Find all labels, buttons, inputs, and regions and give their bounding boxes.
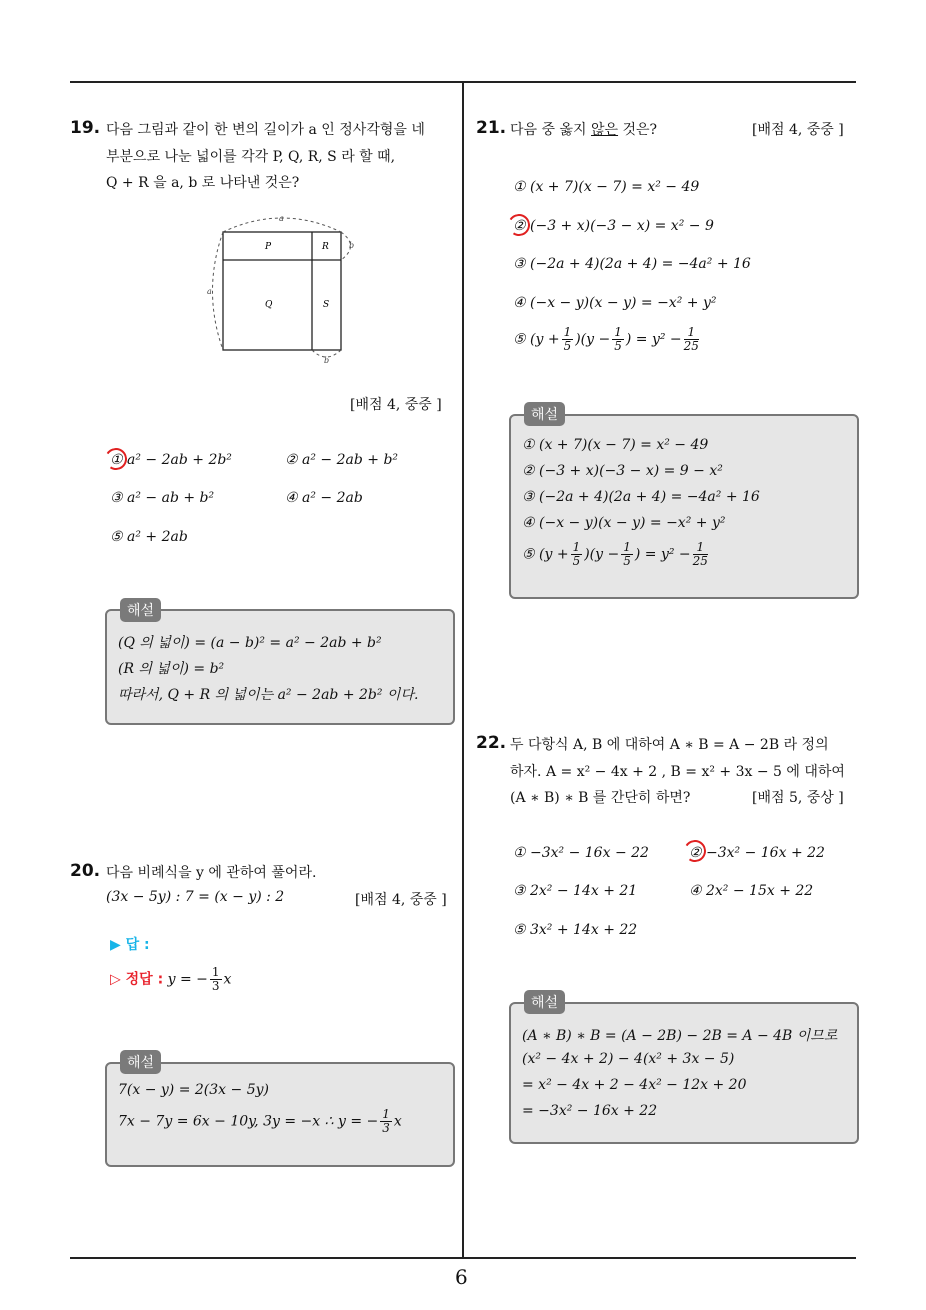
q22-solution-line3: = x² − 4x + 2 − 4x² − 12x + 20 (522, 1077, 747, 1093)
q19-text-line3: Q + R 을 a, b 로 나타낸 것은? (106, 175, 300, 191)
q20-correct-answer (110, 966, 231, 993)
q19-option-3: ③ a² − ab + b² (110, 490, 215, 506)
q21-option-1: ① (x + 7)(x − 7) = x² − 49 (513, 179, 700, 195)
q22-option-5: ⑤ 3x² + 14x + 22 (513, 922, 638, 938)
q21-solution-line3: ③ (−2a + 4)(2a + 4) = −4a² + 16 (522, 489, 760, 505)
bottom-rule (70, 1257, 856, 1259)
q19-solution-line2: (R 의 넓이) = b² (118, 661, 225, 677)
q22-text-line1: 두 다항식 A, B 에 대하여 A ∗ B = A − 2B 라 정의 (510, 737, 829, 753)
fig-label-S: S (323, 300, 330, 310)
q19-text-line1: 다음 그림과 같이 한 변의 길이가 a 인 정사각형을 네 (106, 122, 425, 138)
q20-solution-fraction: $\frac{1}{3}$ (382, 1107, 390, 1135)
q20-solution-tag: 해설 (120, 1050, 161, 1074)
q20-correct-lhs: y = − (167, 971, 208, 988)
q22-solution-box (509, 1002, 859, 1144)
q22-option-1: ① −3x² − 16x − 22 (513, 845, 649, 861)
q21-solution-tag: 해설 (524, 402, 565, 426)
q22-text-line3: (A ∗ B) ∗ B 를 간단히 하면? (510, 790, 691, 806)
q19-solution-line3: 따라서, Q + R 의 넓이는 a² − 2ab + 2b² 이다. (118, 687, 419, 703)
q19-option-5: ⑤ a² + 2ab (110, 529, 188, 545)
fig-label-b-right: b (349, 241, 355, 250)
q20-text-line1: 다음 비례식을 y 에 관하여 풀어라. (106, 865, 317, 881)
q19-option-4: ④ a² − 2ab (285, 490, 363, 506)
q19-option-2: ② a² − 2ab + b² (285, 452, 399, 468)
q21-option-3: ③ (−2a + 4)(2a + 4) = −4a² + 16 (513, 256, 751, 272)
q22-option-3: ③ 2x² − 14x + 21 (513, 883, 638, 899)
q21-option-5: ⑤ (y + $\frac{1}{5}$ )(y − $\frac{1}{5}$ ) = y² − $\frac{1}{25}$ (513, 325, 699, 353)
q22-solution-line4: = −3x² − 16x + 22 (522, 1103, 658, 1119)
fig-label-P: P (265, 242, 272, 252)
fig-label-Q: Q (265, 300, 273, 310)
q22-option-2: ② −3x² − 16x + 22 (689, 845, 825, 861)
q22-solution-line2: (x² − 4x + 2) − 4(x² + 3x − 5) (522, 1051, 735, 1067)
q20-correct-label: ▷ 정답 : (110, 971, 164, 988)
q19-solution-tag: 해설 (120, 598, 161, 622)
q19-number: 19. (70, 118, 101, 138)
q22-solution-line1: (A ∗ B) ∗ B = (A − 2B) − 2B = A − 4B 이므로 (522, 1028, 838, 1044)
q22-score: [배점 5, 중상 ] (752, 790, 844, 806)
q20-score: [배점 4, 중중 ] (355, 892, 447, 908)
q19-square-figure (200, 210, 370, 370)
page-number: 6 (455, 1265, 468, 1289)
fig-label-b-bottom: b (324, 356, 330, 365)
q21-solution-line2: ② (−3 + x)(−3 − x) = 9 − x² (522, 463, 723, 479)
fig-label-a-left: a (207, 287, 212, 296)
q21-text: 다음 중 옳지 않은 것은? (510, 122, 658, 138)
q19-solution-line1: (Q 의 넓이) = (a − b)² = a² − 2ab + b² (118, 635, 382, 651)
q22-solution-tag: 해설 (524, 990, 565, 1014)
q20-correct-fraction: $\frac{1}{3}$ (211, 965, 220, 993)
q19-option-1: ① a² − 2ab + 2b² (110, 452, 232, 468)
q21-solution-line4: ④ (−x − y)(x − y) = −x² + y² (522, 515, 726, 531)
q20-solution-line2: 7x − 7y = 6x − 10y, 3y = −x ∴ y = − $\frac{1}{3}$ x (118, 1107, 402, 1135)
q22-number: 22. (476, 733, 507, 753)
q21-option-4: ④ (−x − y)(x − y) = −x² + y² (513, 295, 717, 311)
fig-label-a-top: a (279, 214, 284, 223)
q19-score: [배점 4, 중중 ] (350, 397, 442, 413)
fig-label-R: R (322, 242, 329, 252)
q21-number: 21. (476, 118, 507, 138)
q20-number: 20. (70, 861, 101, 881)
q22-text-line2: 하자. A = x² − 4x + 2 , B = x² + 3x − 5 에 대하여 (510, 764, 845, 780)
q20-solution-line1: 7(x − y) = 2(3x − 5y) (118, 1082, 269, 1098)
q21-score: [배점 4, 중중 ] (752, 122, 844, 138)
column-divider (462, 82, 464, 1258)
q21-solution-line5: ⑤ (y + $\frac{1}{5}$ )(y − $\frac{1}{5}$ ) = y² − $\frac{1}{25}$ (522, 540, 708, 568)
q20-answer-label[interactable]: ▶ 답 : (110, 937, 150, 953)
q22-option-4: ④ 2x² − 15x + 22 (689, 883, 814, 899)
q20-text-line2: (3x − 5y) : 7 = (x − y) : 2 (106, 889, 285, 905)
q21-solution-line1: ① (x + 7)(x − 7) = x² − 49 (522, 437, 709, 453)
q21-option-2: ② (−3 + x)(−3 − x) = x² − 9 (513, 218, 714, 234)
q19-text-line2: 부분으로 나눈 넓이를 각각 P, Q, R, S 라 할 때, (106, 149, 396, 165)
q20-correct-var: x (223, 971, 232, 988)
